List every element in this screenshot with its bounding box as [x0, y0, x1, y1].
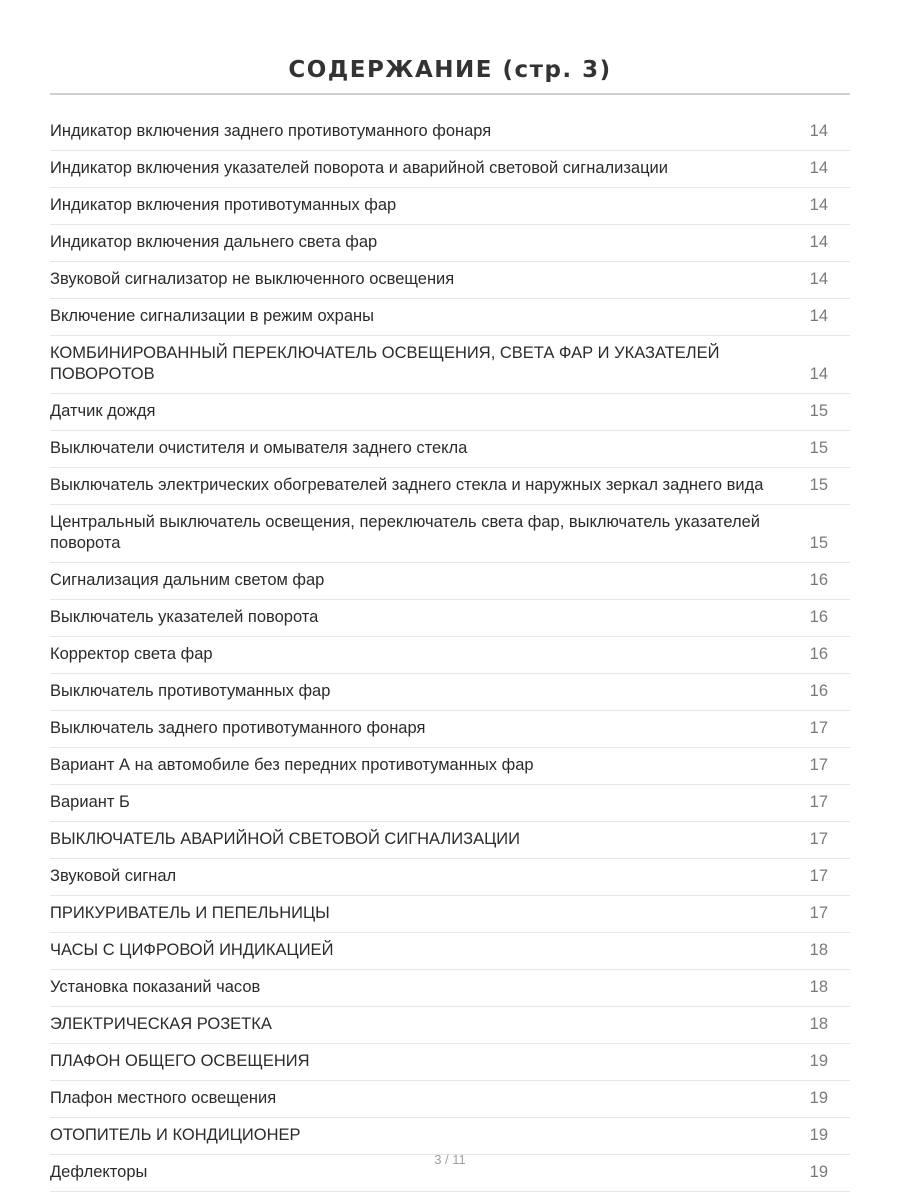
toc-entry-title: ВЫКЛЮЧАТЕЛЬ АВАРИЙНОЙ СВЕТОВОЙ СИГНАЛИЗАЦИИ	[50, 830, 521, 848]
toc-entry-title: Выключатель заднего противотуманного фонаря	[50, 719, 426, 737]
toc-entry[interactable]	[50, 896, 850, 933]
toc-entry-page: 18	[809, 978, 828, 996]
toc-entry[interactable]	[50, 299, 850, 336]
toc-list	[50, 114, 850, 1192]
toc-entry-page: 16	[809, 645, 828, 663]
toc-entry-title: ПЛАФОН ОБЩЕГО ОСВЕЩЕНИЯ	[50, 1052, 310, 1070]
toc-entry-title: Звуковой сигнал	[50, 867, 177, 885]
toc-entry[interactable]	[50, 394, 850, 431]
toc-entry-page: 16	[809, 682, 828, 700]
toc-entry-page: 14	[809, 196, 828, 214]
toc-entry[interactable]	[50, 225, 850, 262]
toc-entry-title: Вариант А на автомобиле без передних противотуманных фар	[50, 756, 534, 774]
toc-entry-page: 19	[809, 1052, 828, 1070]
toc-entry[interactable]	[50, 563, 850, 600]
toc-entry[interactable]	[50, 637, 850, 674]
toc-entry-page: 16	[809, 571, 828, 589]
toc-entry-page: 15	[809, 439, 828, 457]
toc-entry[interactable]	[50, 151, 850, 188]
toc-entry-title: Датчик дождя	[50, 402, 156, 420]
toc-entry-title: Индикатор включения противотуманных фар	[50, 196, 397, 214]
toc-entry-page: 16	[809, 608, 828, 626]
toc-entry[interactable]	[50, 262, 850, 299]
toc-entry-title: ОТОПИТЕЛЬ И КОНДИЦИОНЕР	[50, 1126, 301, 1144]
toc-entry[interactable]	[50, 468, 850, 505]
toc-entry[interactable]	[50, 1044, 850, 1081]
toc-entry-title: Выключатель указателей поворота	[50, 608, 319, 626]
toc-entry-page: 18	[809, 941, 828, 959]
toc-entry-page: 19	[809, 1126, 828, 1144]
toc-entry-title: Выключатель электрических обогревателей заднего стекла и наружных зеркал заднего вида	[50, 476, 764, 494]
title-divider	[50, 93, 850, 95]
toc-entry-page: 14	[809, 233, 828, 251]
toc-entry[interactable]	[50, 785, 850, 822]
toc-entry-page: 15	[809, 476, 828, 494]
toc-entry[interactable]	[50, 859, 850, 896]
toc-entry[interactable]	[50, 711, 850, 748]
toc-entry-page: 19	[809, 1163, 828, 1181]
page-title: СОДЕРЖАНИЕ (стр. 3)	[288, 57, 612, 84]
toc-entry[interactable]	[50, 674, 850, 711]
toc-entry-page: 18	[809, 1015, 828, 1033]
toc-entry[interactable]	[50, 1007, 850, 1044]
toc-entry[interactable]	[50, 1118, 850, 1155]
toc-entry-page: 14	[809, 159, 828, 177]
toc-entry-title: Индикатор включения указателей поворота и аварийной световой сигнализации	[50, 159, 668, 177]
toc-entry-page: 17	[809, 756, 828, 774]
page-indicator: 3 / 11	[434, 1152, 466, 1167]
toc-entry[interactable]	[50, 114, 850, 151]
toc-entry-title: Включение сигнализации в режим охраны	[50, 307, 375, 325]
toc-entry-page: 17	[809, 867, 828, 885]
toc-entry-page: 14	[809, 122, 828, 140]
toc-entry-title: КОМБИНИРОВАННЫЙ ПЕРЕКЛЮЧАТЕЛЬ ОСВЕЩЕНИЯ, СВЕТА ФАР И УКАЗАТЕЛЕЙ ПОВОРОТОВ	[50, 344, 720, 383]
toc-entry-title: Установка показаний часов	[50, 978, 261, 996]
toc-entry-page: 19	[809, 1089, 828, 1107]
toc-entry[interactable]	[50, 188, 850, 225]
toc-entry-page: 14	[809, 270, 828, 288]
toc-entry[interactable]	[50, 336, 850, 394]
toc-entry-page: 14	[809, 307, 828, 325]
toc-entry[interactable]	[50, 1081, 850, 1118]
toc-entry[interactable]	[50, 431, 850, 468]
toc-entry-title: Индикатор включения заднего противотуманного фонаря	[50, 122, 492, 140]
toc-entry-page: 14	[809, 365, 828, 383]
toc-entry[interactable]	[50, 970, 850, 1007]
toc-entry-title: Дефлекторы	[50, 1163, 148, 1181]
toc-entry-page: 17	[809, 719, 828, 737]
toc-entry-title: Индикатор включения дальнего света фар	[50, 233, 378, 251]
toc-entry-title: Звуковой сигнализатор не выключенного освещения	[50, 270, 455, 288]
toc-entry[interactable]	[50, 933, 850, 970]
toc-entry-title: Сигнализация дальним светом фар	[50, 571, 325, 589]
toc-entry-title: Выключатели очистителя и омывателя заднего стекла	[50, 439, 468, 457]
toc-entry-page: 17	[809, 904, 828, 922]
toc-entry-title: Вариант Б	[50, 793, 130, 811]
toc-entry-title: ПРИКУРИВАТЕЛЬ И ПЕПЕЛЬНИЦЫ	[50, 904, 330, 922]
toc-entry-title: ЭЛЕКТРИЧЕСКАЯ РОЗЕТКА	[50, 1015, 272, 1033]
toc-entry[interactable]	[50, 600, 850, 637]
toc-entry[interactable]	[50, 748, 850, 785]
toc-entry-title: Корректор света фар	[50, 645, 213, 663]
toc-entry-title: Плафон местного освещения	[50, 1089, 277, 1107]
toc-entry-page: 17	[809, 830, 828, 848]
toc-entry-title: ЧАСЫ С ЦИФРОВОЙ ИНДИКАЦИЕЙ	[50, 941, 334, 959]
toc-entry-title: Центральный выключатель освещения, переключатель света фар, выключатель указателей поворота	[50, 513, 760, 552]
toc-entry[interactable]	[50, 505, 850, 563]
toc-entry[interactable]	[50, 822, 850, 859]
toc-entry-page: 15	[809, 402, 828, 420]
toc-entry-title: Выключатель противотуманных фар	[50, 682, 331, 700]
toc-entry-page: 17	[809, 793, 828, 811]
toc-entry-page: 15	[809, 534, 828, 552]
